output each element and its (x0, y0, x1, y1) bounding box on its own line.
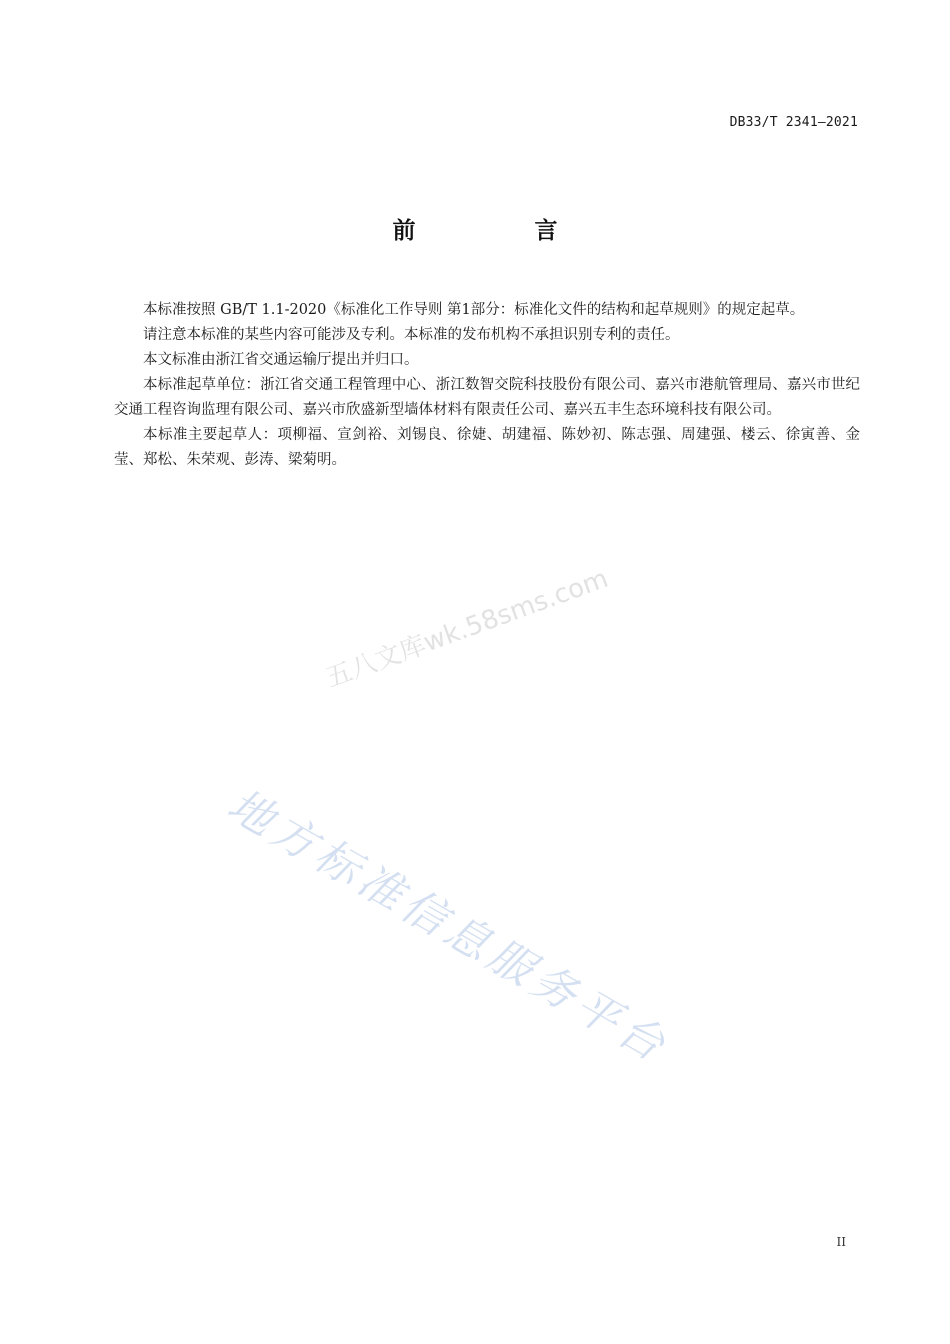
preface-body (114, 298, 860, 473)
site-watermark: 五八文库wk.58sms.com (322, 563, 613, 694)
paragraph-drafting-rules: 本标准按照 GB/T 1.1-2020《标准化工作导则 第1部分：标准化文件的结构和起草规则》的规定起草。 (143, 302, 805, 318)
paragraph-patent-notice: 请注意本标准的某些内容可能涉及专利。本标准的发布机构不承担识别专利的责任。 (143, 327, 680, 343)
page-title: 前 言 (392, 218, 606, 244)
paragraph-drafters: 本标准主要起草人：项柳福、宣剑裕、刘锡良、徐婕、胡建福、陈妙初、陈志强、周建强、楼云、徐寅善、金莹、郑松、朱荣观、彭涛、梁菊明。 (114, 427, 860, 468)
platform-watermark: 地方标准信息服务平台 (219, 779, 678, 1074)
document-code: DB33/T 2341—2021 (729, 115, 858, 130)
page-number: II (836, 1235, 846, 1249)
paragraph-proposer: 本文标准由浙江省交通运输厅提出并归口。 (143, 352, 419, 368)
paragraph-drafting-units: 本标准起草单位：浙江省交通工程管理中心、浙江数智交院科技股份有限公司、嘉兴市港航管理局、嘉兴市世纪交通工程咨询监理有限公司、嘉兴市欣盛新型墙体材料有限责任公司、嘉兴五丰生态环境科技有限公司。 (114, 377, 860, 418)
